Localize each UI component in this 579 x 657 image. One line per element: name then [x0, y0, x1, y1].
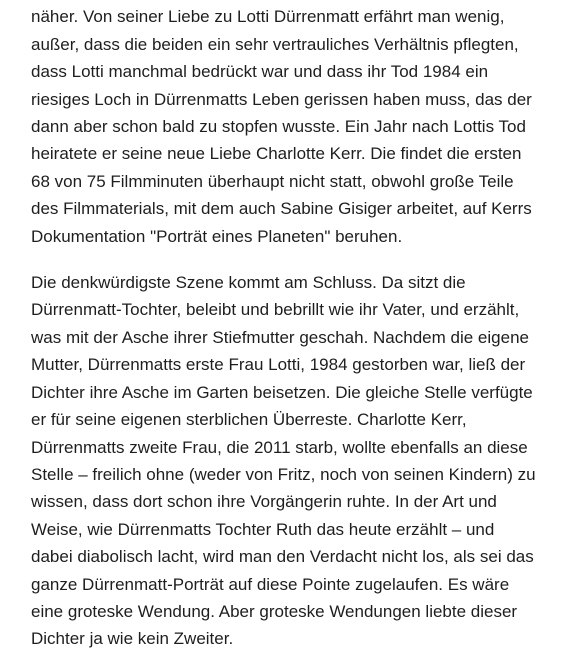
article-body [31, 0, 579, 653]
text-line: dass Lotti manchmal bedrückt war und dass ihr Tod 1984 ein [31, 62, 489, 82]
text-line: Stelle – freilich ohne (weder von Fritz, noch von seinen Kindern) zu [31, 464, 536, 484]
text-line: Dichter ihre Asche im Garten beisetzen. Die gleiche Stelle verfügte [31, 382, 533, 402]
text-line: Dichter ja wie kein Zweiter. [31, 629, 234, 649]
text-line: außer, dass die beiden ein sehr vertrauliches Verhältnis pflegten, [31, 34, 519, 54]
text-line: Dürrenmatt-Tochter, beleibt und bebrillt wie ihr Vater, und erzählt, [31, 300, 520, 320]
text-line: was mit der Asche ihrer Stiefmutter geschah. Nachdem die eigene [31, 327, 529, 347]
text-line: wissen, dass dort schon ihre Vorgängerin ruhte. In der Art und [31, 492, 497, 512]
text-line: dabei diabolisch lacht, wird man den Verdacht nicht los, als sei das [31, 547, 534, 567]
text-line: des Filmmaterials, mit dem auch Sabine Gisiger arbeitet, auf Kerrs [31, 199, 532, 219]
text-line: riesiges Loch in Dürrenmatts Leben gerissen haben muss, das der [31, 89, 532, 109]
paragraph-spacer [31, 250, 579, 269]
text-line: Dürrenmatts zweite Frau, die 2011 starb, wollte ebenfalls an diese [31, 437, 528, 457]
text-line: Mutter, Dürrenmatts erste Frau Lotti, 1984 gestorben war, ließ der [31, 355, 526, 375]
text-line: eine groteske Wendung. Aber groteske Wendungen liebte dieser [31, 601, 518, 621]
text-line: ganze Dürrenmatt-Porträt auf diese Pointe zugelaufen. Es wäre [31, 574, 510, 594]
text-line: er für seine eigenen sterblichen Überreste. Charlotte Kerr, [31, 410, 467, 430]
text-line: Dokumentation "Porträt eines Planeten" beruhen. [31, 226, 403, 246]
text-line: Die denkwürdigste Szene kommt am Schluss. Da sitzt die [31, 273, 466, 293]
text-line: näher. Von seiner Liebe zu Lotti Dürrenmatt erfährt man wenig, [31, 7, 505, 27]
paragraph-1 [31, 0, 579, 250]
text-line: dann aber schon bald zu stopfen wusste. Ein Jahr nach Lottis Tod [31, 117, 526, 137]
text-line: 68 von 75 Filmminuten überhaupt nicht statt, obwohl große Teile [31, 171, 514, 191]
paragraph-2 [31, 269, 579, 653]
text-line: Weise, wie Dürrenmatts Tochter Ruth das heute erzählt – und [31, 519, 495, 539]
text-line: heiratete er seine neue Liebe Charlotte Kerr. Die findet die ersten [31, 144, 522, 164]
